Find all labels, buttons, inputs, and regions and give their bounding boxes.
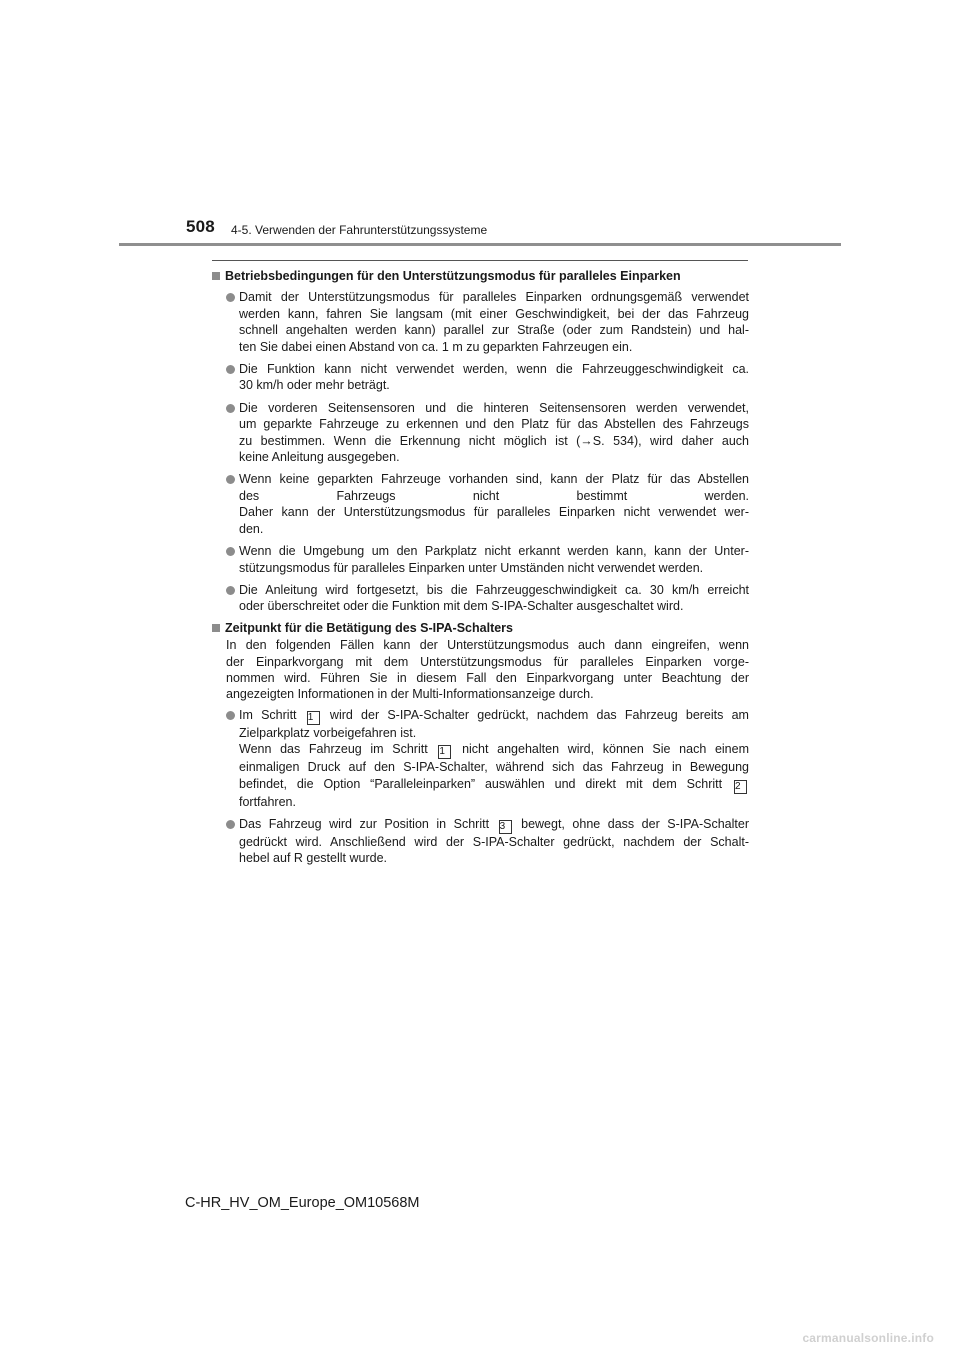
circle-bullet-icon: [226, 404, 235, 413]
watermark: carmanualsonline.info: [802, 1331, 934, 1345]
text-line: schnell angehalten werden kann) parallel zur Straße (oder zum Randstein) und hal-: [239, 323, 749, 338]
chapter-title: 4-5. Verwenden der Fahrunterstützungssysteme: [231, 223, 488, 237]
text-line: Die vorderen Seitensensoren und die hinteren Seitensensoren werden verwendet,: [239, 400, 749, 415]
bullet-list: [212, 289, 749, 614]
text-line: des Fahrzeugs nicht bestimmt werden.: [239, 488, 749, 503]
step-badge: 3: [499, 820, 512, 834]
section-rule: [212, 260, 748, 261]
intro-paragraph: In den folgenden Fällen kann der Unterstützungsmodus auch dann eingreifen, wenn der Einparkvorgang mit dem Unterstützungsmodus für paralleles Einparken vorge- nommen wird. Führen Sie in diesem Fall den Einparkvorgang unter Beachtung der angezeigten Informationen in der Multi-Informationsanzeige durch.: [226, 638, 749, 702]
text-line: Wenn die Umgebung um den Parkplatz nicht erkannt werden kann, kann der Unter-: [239, 544, 749, 559]
square-bullet-icon: [212, 624, 220, 632]
text-line: stützungsmodus für paralleles Einparken unter Umständen nicht verwendet werden.: [239, 560, 704, 575]
page-number: 508: [186, 217, 215, 236]
list-item: [212, 471, 749, 537]
circle-bullet-icon: [226, 293, 235, 302]
circle-bullet-icon: [226, 475, 235, 484]
text-line: Damit der Unterstützungsmodus für paralleles Einparken ordnungsgemäß verwendet: [239, 290, 749, 305]
text-line: den.: [239, 521, 264, 536]
step-badge: 2: [734, 780, 747, 794]
square-bullet-icon: [212, 272, 220, 280]
text-line: werden kann, fahren Sie langsam (mit einer Geschwindigkeit, bei der das Fahrzeug: [239, 306, 749, 321]
list-item: Das Fahrzeug wird zur Position in Schritt 3 bewegt, ohne dass der S-IPA-Schalter gedrückt wird. Anschließend wird der S-IPA-Schalter gedrückt, nachdem der Schalt- hebel auf R gestellt wurde.: [212, 816, 749, 867]
text-line: oder überschreitet oder die Funktion mit dem S-IPA-Schalter ausgeschaltet wird.: [239, 599, 684, 614]
section-heading: Betriebsbedingungen für den Unterstützungsmodus für paralleles Einparken: [212, 268, 749, 284]
text-line: Die Funktion kann nicht verwendet werden, wenn die Fahrzeuggeschwindigkeit ca.: [239, 362, 749, 377]
list-item: [212, 543, 749, 576]
text-line: Wenn keine geparkten Fahrzeuge vorhanden sind, kann der Platz für das Abstellen: [239, 472, 749, 487]
text-line: keine Anleitung ausgegeben.: [239, 450, 400, 465]
section-heading: Zeitpunkt für die Betätigung des S-IPA-Schalters: [212, 620, 749, 636]
text-line: 30 km/h oder mehr beträgt.: [239, 378, 390, 393]
text-line: zu bestimmen. Wenn die Erkennung nicht möglich ist (→S. 534), wird daher auch: [239, 433, 749, 448]
list-item: Im Schritt 1 wird der S-IPA-Schalter gedrückt, nachdem das Fahrzeug bereits am Zielparkplatz vorbeigefahren ist. Wenn das Fahrzeug im Schritt 1 nicht angehalten wird, können Sie nach einem einmaligen Druck auf den S-IPA-Schalter, während sich das Fahrzeug in Bewegung befindet, die Option “Paralleleinparken” auswählen und direkt mit dem Schritt 2 fortfahren.: [212, 707, 749, 810]
list-item: [212, 289, 749, 355]
text-line: ten Sie dabei einen Abstand von ca. 1 m zu geparkten Fahrzeugen ein.: [239, 339, 633, 354]
circle-bullet-icon: [226, 365, 235, 374]
header-rule: [119, 243, 841, 246]
document-id: C-HR_HV_OM_Europe_OM10568M: [185, 1195, 420, 1211]
circle-bullet-icon: [226, 586, 235, 595]
text-line: Daher kann der Unterstützungsmodus für paralleles Einparken nicht verwendet wer-: [239, 505, 749, 520]
text-line: um geparkte Fahrzeuge zu erkennen und den Platz für das Abstellen des Fahrzeugs: [239, 417, 749, 432]
list-item: [212, 361, 749, 394]
step-badge: 1: [438, 745, 451, 759]
page-content: [212, 268, 749, 873]
text-line: Die Anleitung wird fortgesetzt, bis die Fahrzeuggeschwindigkeit ca. 30 km/h erreicht: [239, 582, 749, 597]
list-item: [212, 400, 749, 466]
circle-bullet-icon: [226, 547, 235, 556]
step-badge: 1: [307, 711, 320, 725]
list-item: [212, 582, 749, 615]
circle-bullet-icon: [226, 711, 235, 720]
circle-bullet-icon: [226, 820, 235, 829]
